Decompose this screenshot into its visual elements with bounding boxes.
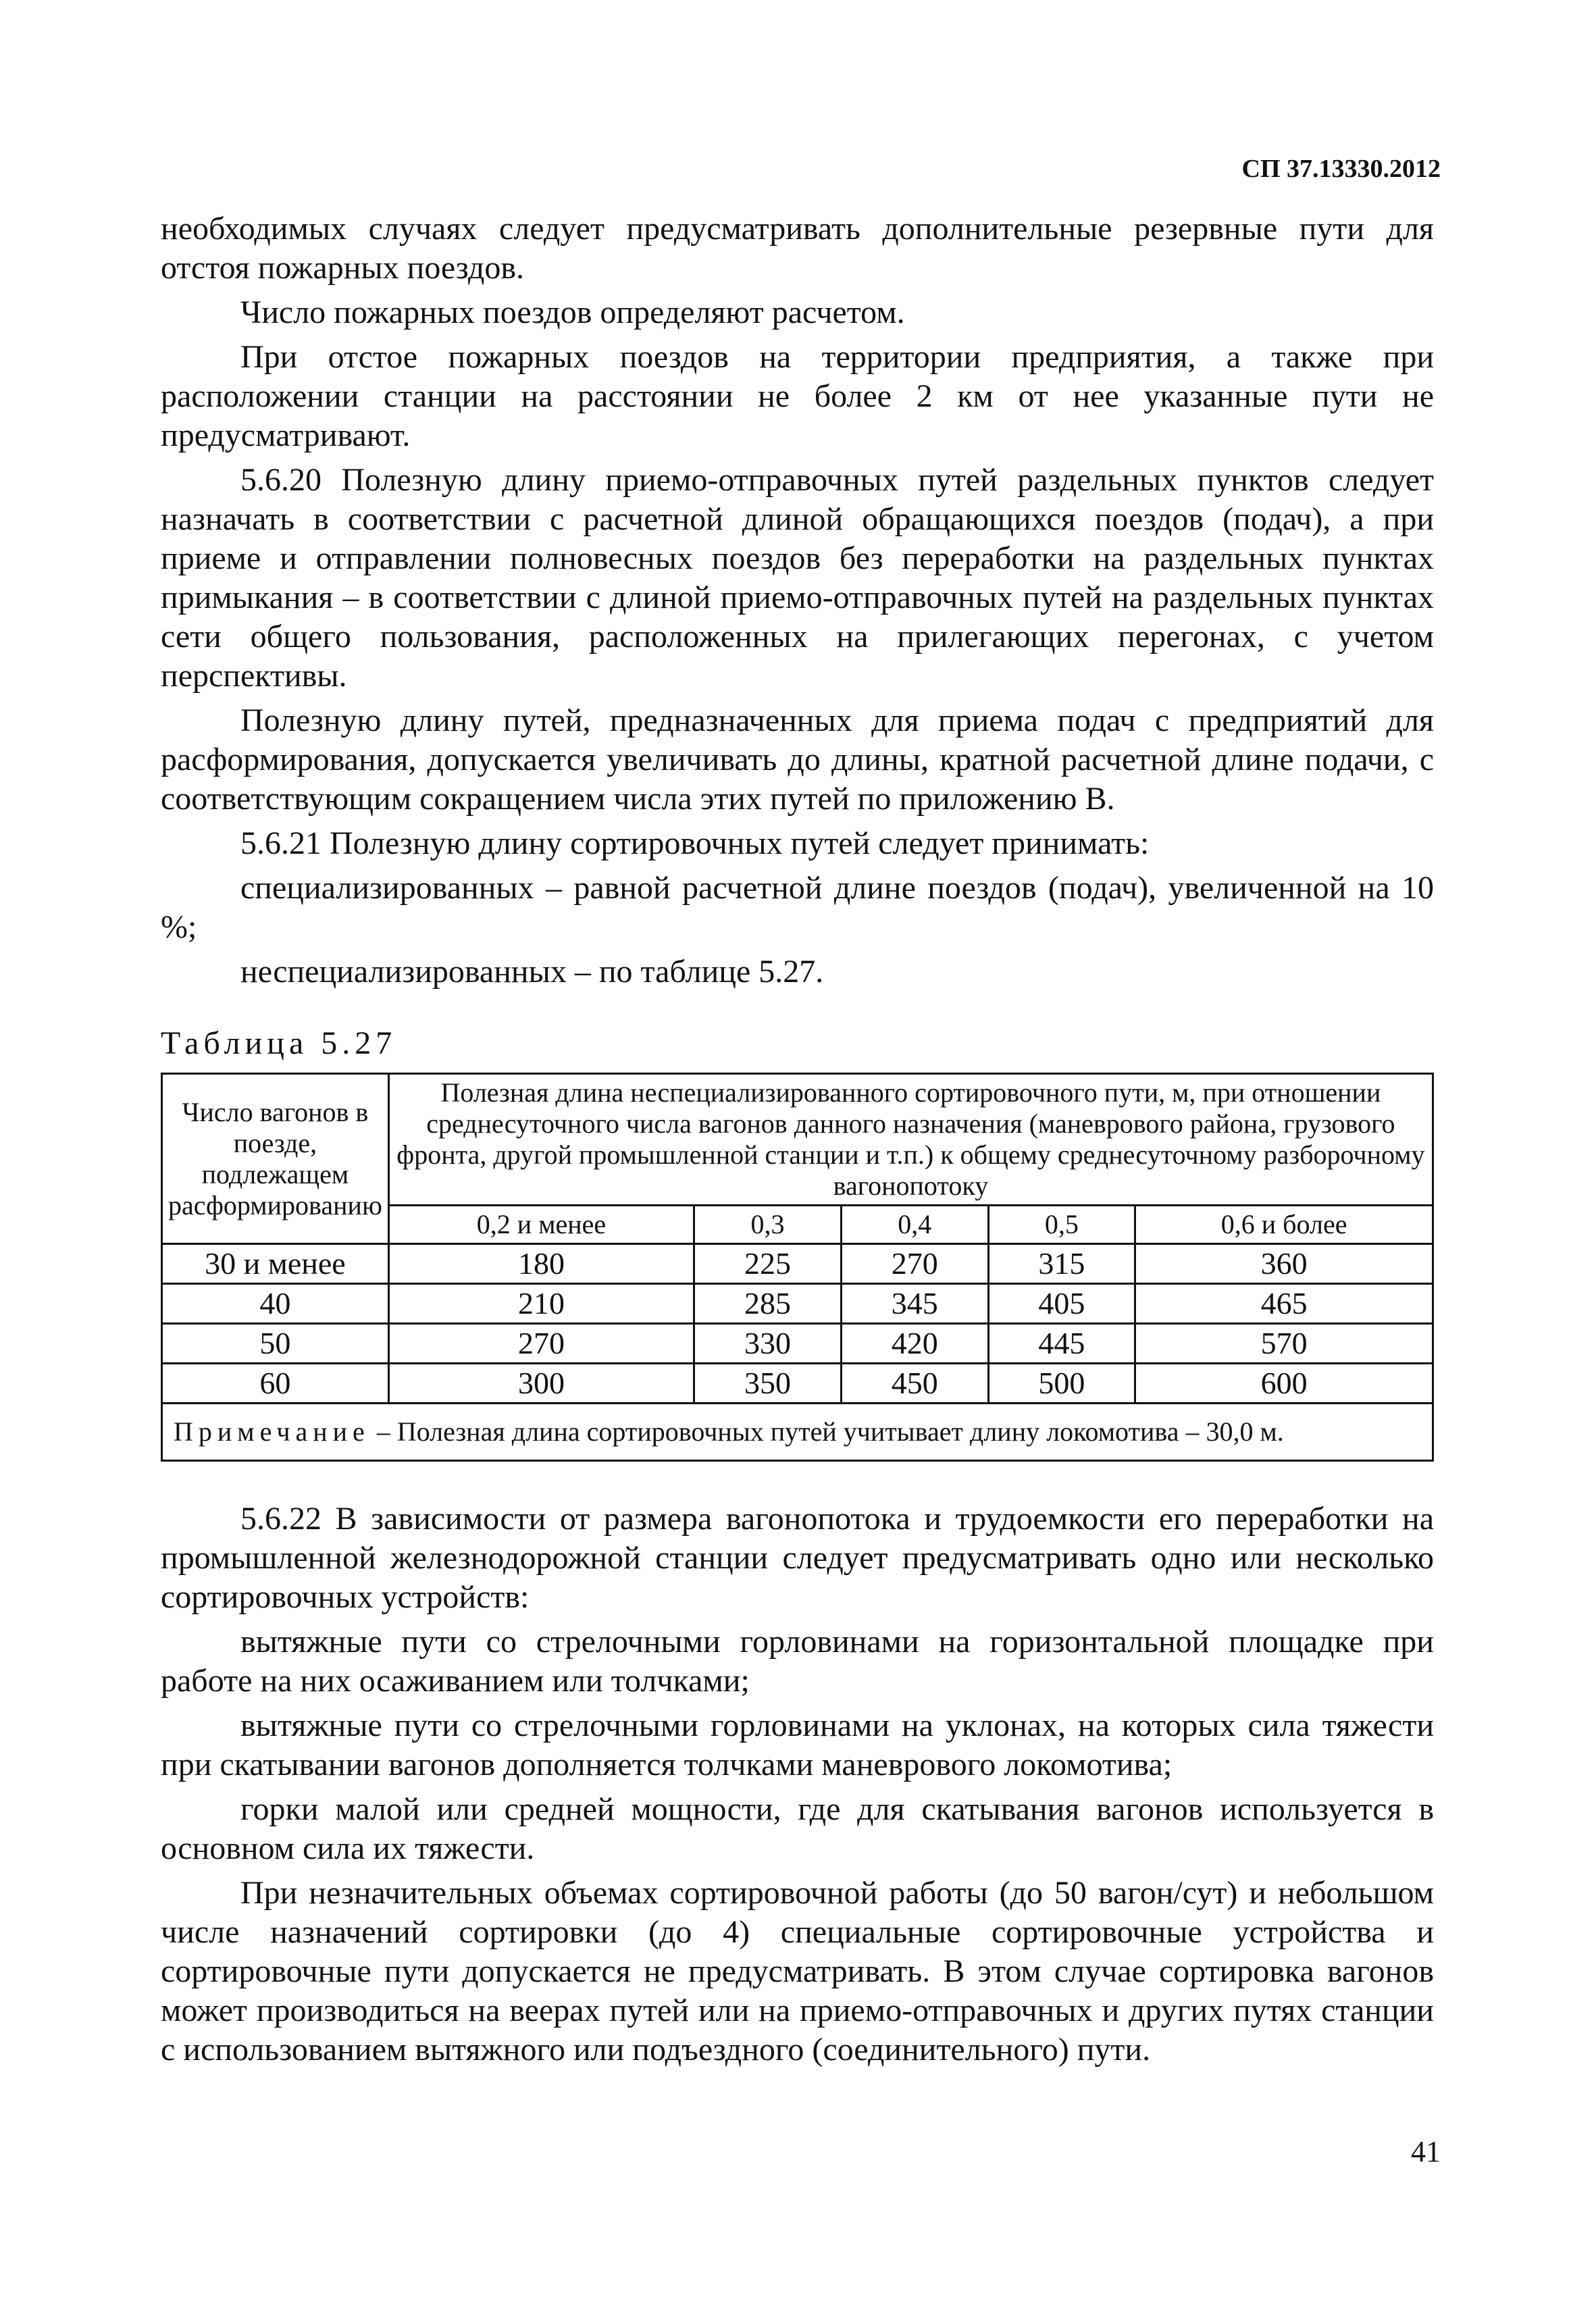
table-cell: 445 xyxy=(988,1324,1135,1364)
table-cell: 285 xyxy=(694,1284,842,1324)
table-row xyxy=(162,1284,1433,1324)
row-label: 50 xyxy=(162,1324,389,1364)
note-label: Примечание xyxy=(174,1416,370,1447)
table-cell: 420 xyxy=(841,1324,988,1364)
paragraph: Число пожарных поездов определяют расчетом. xyxy=(240,294,905,330)
table-row xyxy=(162,1244,1433,1284)
paragraph: Полезную длину путей, предназначенных для приема подач с предприятий для расформирования, допускается увеличивать до длины, кратной расчетной длине подачи, с соответствующим сокращением числа этих путей по приложению В. xyxy=(161,702,1434,817)
table-cell: 465 xyxy=(1135,1284,1433,1324)
paragraph: вытяжные пути со стрелочными горловинами на горизонтальной площадке при работе на них осаживанием или толчками; xyxy=(161,1624,1434,1699)
page-number: 41 xyxy=(1411,2135,1441,2168)
row-label: 30 и менее xyxy=(162,1244,389,1284)
table-cell: 350 xyxy=(694,1364,842,1404)
table-cell: 500 xyxy=(988,1364,1135,1404)
table-5-27 xyxy=(161,1073,1434,1462)
table-cell: 345 xyxy=(841,1284,988,1324)
paragraph: горки малой или средней мощности, где для скатывания вагонов используется в основном сила их тяжести. xyxy=(161,1791,1434,1866)
column-header: 0,5 xyxy=(988,1206,1135,1244)
paragraph: неспециализированных – по таблице 5.27. xyxy=(240,954,824,989)
table-cell: 450 xyxy=(841,1364,988,1404)
paragraph: необходимых случаях следует предусматривать дополнительные резервные пути для отстоя пожарных поездов. xyxy=(161,211,1434,286)
table-caption: Таблица 5.27 xyxy=(161,1025,397,1061)
paragraph: специализированных – равной расчетной длине поездов (подач), увеличенной на 10 %; xyxy=(161,870,1434,945)
paragraph: 5.6.20 Полезную длину приемо-отправочных путей раздельных пунктов следует назначать в соответствии с расчетной длиной обращающихся поездов (подач), а при приеме и отправлении полновесных поездов без переработки на раздельных пунктах примыкания – в соответствии с длиной приемо-отправочных путей на раздельных пунктах сети общего пользования, расположенных на прилегающих перегонах, с учетом перспективы. xyxy=(161,462,1434,694)
table-cell: 315 xyxy=(988,1244,1135,1284)
paragraph: 5.6.22 В зависимости от размера вагонопотока и трудоемкости его переработки на промышленной железнодорожной станции следует предусматривать одно или несколько сортировочных устройств: xyxy=(161,1501,1434,1615)
table-row xyxy=(162,1324,1433,1364)
table-cell: 225 xyxy=(694,1244,842,1284)
body-text xyxy=(161,209,1434,2075)
table-cell: 570 xyxy=(1135,1324,1433,1364)
paragraph: вытяжные пути со стрелочными горловинами на уклонах, на которых сила тяжести при скатывании вагонов дополняется толчками маневрового локомотива; xyxy=(161,1707,1434,1782)
note-text: – Полезная длина сортировочных путей учитывает длину локомотива – 30,0 м. xyxy=(369,1416,1284,1447)
table-cell: 180 xyxy=(388,1244,694,1284)
row-label: 40 xyxy=(162,1284,389,1324)
table-cell: 600 xyxy=(1135,1364,1433,1404)
table-cell: 360 xyxy=(1135,1244,1433,1284)
row-header-cell: Число вагонов в поезде, подлежащем расформированию xyxy=(162,1074,389,1244)
paragraph: При отстое пожарных поездов на территории предприятия, а также при расположении станции на расстоянии не более 2 км от нее указанные пути не предусматривают. xyxy=(161,339,1434,453)
table-row xyxy=(162,1364,1433,1404)
section-5-6-22 xyxy=(161,1499,1434,2069)
paragraph: 5.6.21 Полезную длину сортировочных путей следует принимать: xyxy=(240,825,1150,861)
column-header: 0,2 и менее xyxy=(388,1206,694,1244)
table-cell: 270 xyxy=(841,1244,988,1284)
column-header: 0,6 и более xyxy=(1135,1206,1433,1244)
row-label: 60 xyxy=(162,1364,389,1404)
document-code: СП 37.13330.2012 xyxy=(1241,155,1441,183)
table-note xyxy=(162,1404,1433,1461)
table-cell: 210 xyxy=(388,1284,694,1324)
column-header: 0,3 xyxy=(694,1206,842,1244)
column-header: 0,4 xyxy=(841,1206,988,1244)
paragraph: При незначительных объемах сортировочной работы (до 50 вагон/сут) и небольшом числе назначений сортировки (до 4) специальные сортировочные устройства и сортировочные пути допускается не предусматривать. В этом случае сортировка вагонов может производиться на веерах путей или на приемо-отправочных и других путях станции с использованием вытяжного или подъездного (соединительного) пути. xyxy=(161,1875,1434,2067)
table-cell: 270 xyxy=(388,1324,694,1364)
table-cell: 330 xyxy=(694,1324,842,1364)
table-cell: 405 xyxy=(988,1284,1135,1324)
column-group-header: Полезная длина неспециализированного сортировочного пути, м, при отношении среднесуточного числа вагонов данного назначения (маневрового района, грузового фронта, другой промышленной станции и т.п.) к общему среднесуточному разборочному вагонопотоку xyxy=(388,1074,1433,1206)
table-cell: 300 xyxy=(388,1364,694,1404)
